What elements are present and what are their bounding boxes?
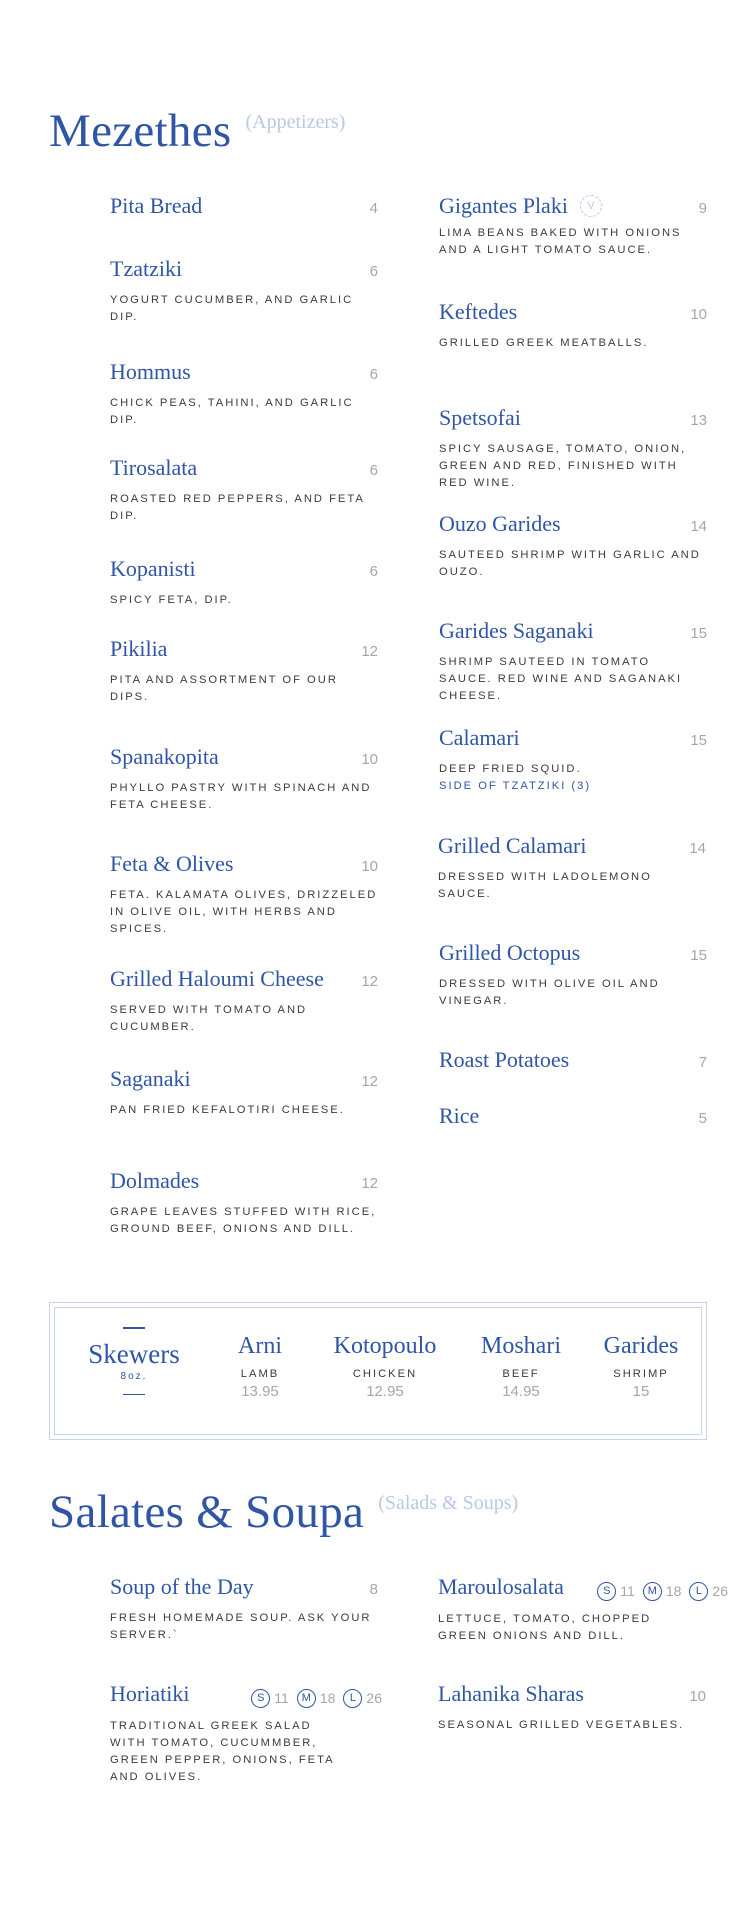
- item-price: 4: [369, 200, 378, 217]
- item-description: GRILLED GREEK MEATBALLS.: [439, 337, 649, 349]
- item-price: 12: [361, 1175, 378, 1192]
- section-subtitle: (Salads & Soups): [378, 1492, 519, 1514]
- menu-item-horiatiki: [110, 1681, 382, 1786]
- item-name: Tirosalata: [110, 455, 198, 480]
- skewers-size: 8oz.: [120, 1370, 148, 1382]
- size-large: [343, 1689, 382, 1708]
- vegetarian-icon: V: [580, 195, 602, 217]
- menu-item-pikilia: [110, 636, 378, 706]
- item-description: YOGURT CUCUMBER, AND GARLIC DIP.: [110, 294, 354, 323]
- item-price: 14: [689, 840, 706, 857]
- divider: [123, 1394, 145, 1396]
- item-price: 5: [698, 1110, 707, 1127]
- item-description: SHRIMP SAUTEED IN TOMATO SAUCE. RED WINE AND SAGANAKI CHEESE.: [439, 656, 683, 702]
- item-description: DRESSED WITH LADOLEMONO SAUCE.: [438, 871, 652, 900]
- size-small-icon: S: [251, 1689, 270, 1708]
- skewer-protein: LAMB: [240, 1368, 280, 1380]
- item-name: Pita Bread: [110, 193, 203, 218]
- menu-item-lahanika-sharas: [438, 1681, 706, 1734]
- item-name: Grilled Calamari: [438, 833, 587, 858]
- item-price: 6: [369, 563, 378, 580]
- skewer-arni: [195, 1333, 325, 1400]
- item-price: 15: [690, 625, 707, 642]
- menu-item-spetsofai: [439, 405, 707, 492]
- skewer-price: 15: [632, 1383, 650, 1400]
- menu-item-grilled-haloumi: [110, 966, 378, 1036]
- appetizers-heading: [49, 104, 345, 158]
- item-price: 12: [361, 643, 378, 660]
- skewers-title: Skewers: [88, 1338, 180, 1369]
- skewer-price: 13.95: [241, 1383, 279, 1400]
- skewer-name: Moshari: [481, 1333, 561, 1359]
- size-price: 11: [274, 1690, 289, 1706]
- item-name: Spanakopita: [110, 744, 219, 769]
- item-description: LETTUCE, TOMATO, CHOPPED GREEN ONIONS AND DILL.: [438, 1612, 652, 1642]
- menu-item-tzatziki: [110, 256, 378, 326]
- size-small: [597, 1582, 635, 1601]
- item-side-option: SIDE OF TZATZIKI (3): [439, 780, 592, 792]
- menu-item-tirosalata: [110, 455, 378, 525]
- item-price: 9: [698, 200, 707, 217]
- item-name: Grilled Octopus: [439, 940, 581, 965]
- skewer-name: Kotopoulo: [333, 1333, 437, 1359]
- item-price: 6: [369, 462, 378, 479]
- item-price: 6: [369, 366, 378, 383]
- size-medium-icon: M: [297, 1689, 316, 1708]
- item-description: SEASONAL GRILLED VEGETABLES.: [438, 1719, 685, 1731]
- item-description: PHYLLO PASTRY WITH SPINACH AND FETA CHEESE.: [110, 782, 372, 811]
- size-small-icon: S: [597, 1582, 616, 1601]
- item-name: Pikilia: [110, 636, 168, 661]
- menu-item-keftedes: [439, 299, 707, 352]
- size-medium: [643, 1582, 682, 1601]
- item-name: Feta & Olives: [110, 851, 234, 876]
- menu-item-garides-saganaki: [439, 618, 707, 705]
- size-large-icon: L: [689, 1582, 708, 1601]
- menu-item-pita-bread: [110, 193, 378, 219]
- section-title: Mezethes: [49, 105, 232, 157]
- item-price: 10: [361, 858, 378, 875]
- item-name: Dolmades: [110, 1168, 200, 1193]
- divider: [123, 1327, 145, 1329]
- skewer-name: Arni: [238, 1333, 282, 1359]
- item-description: SAUTEED SHRIMP WITH GARLIC AND OUZO.: [439, 549, 701, 578]
- skewer-protein: CHICKEN: [352, 1368, 418, 1380]
- item-description: TRADITIONAL GREEK SALAD WITH TOMATO, CUCUMMBER, GREEN PEPPER, ONIONS, FETA AND OLIVES.: [110, 1719, 334, 1783]
- skewer-protein: BEEF: [502, 1368, 540, 1380]
- menu-item-saganaki: [110, 1066, 378, 1119]
- menu-item-dolmades: [110, 1168, 378, 1238]
- item-description: CHICK PEAS, TAHINI, AND GARLIC DIP.: [110, 397, 354, 426]
- menu-item-feta-olives: [110, 851, 378, 938]
- item-name: Calamari: [439, 725, 520, 750]
- item-price: 15: [690, 947, 707, 964]
- item-description: SPICY SAUSAGE, TOMATO, ONION, GREEN AND RED, FINISHED WITH RED WINE.: [439, 443, 687, 489]
- size-medium: [297, 1689, 336, 1708]
- item-description: PITA AND ASSORTMENT OF OUR DIPS.: [110, 674, 338, 703]
- item-price: 12: [361, 1073, 378, 1090]
- item-description: DRESSED WITH OLIVE OIL AND VINEGAR.: [439, 978, 660, 1007]
- item-price: 14: [690, 518, 707, 535]
- skewer-price: 14.95: [502, 1383, 540, 1400]
- menu-item-maroulosalata: [438, 1574, 728, 1645]
- item-price: 10: [690, 306, 707, 323]
- menu-item-roast-potatoes: [439, 1047, 707, 1073]
- size-price: 18: [319, 1690, 336, 1706]
- skewers-panel: [49, 1302, 707, 1440]
- item-description: FRESH HOMEMADE SOUP. ASK YOUR SERVER.`: [110, 1612, 372, 1641]
- item-description: SPICY FETA, DIP.: [110, 594, 233, 606]
- item-description: GRAPE LEAVES STUFFED WITH RICE, GROUND BEEF, ONIONS AND DILL.: [110, 1206, 377, 1235]
- skewer-moshari: [456, 1333, 586, 1400]
- item-name: Horiatiki: [110, 1681, 190, 1706]
- skewer-price: 12.95: [366, 1383, 404, 1400]
- item-description: PAN FRIED KEFALOTIRI CHEESE.: [110, 1104, 345, 1116]
- skewer-protein: SHRIMP: [613, 1368, 669, 1380]
- item-price: 10: [689, 1688, 706, 1705]
- menu-item-gigantes-plaki: [439, 193, 707, 259]
- item-price: 15: [690, 732, 707, 749]
- size-large: [689, 1582, 728, 1601]
- salads-heading: [49, 1485, 518, 1539]
- size-price-options: [251, 1689, 382, 1708]
- size-price-options: [597, 1582, 728, 1601]
- size-large-icon: L: [343, 1689, 362, 1708]
- item-description: FETA. KALAMATA OLIVES, DRIZZELED IN OLIVE OIL, WITH HERBS AND SPICES.: [110, 889, 378, 935]
- item-name: Tzatziki: [110, 256, 183, 281]
- skewer-garides: [576, 1333, 706, 1400]
- item-description: ROASTED RED PEPPERS, AND FETA DIP.: [110, 493, 365, 522]
- menu-item-ouzo-garides: [439, 511, 707, 581]
- menu-item-rice: [439, 1103, 707, 1129]
- size-price: 26: [712, 1583, 728, 1599]
- item-name: Spetsofai: [439, 405, 521, 430]
- item-price: 13: [690, 412, 707, 429]
- menu-item-kopanisti: [110, 556, 378, 609]
- item-name: Gigantes Plaki V: [439, 193, 602, 219]
- item-price: 8: [369, 1581, 378, 1598]
- item-description: LIMA BEANS BAKED WITH ONIONS AND A LIGHT TOMATO SAUCE.: [439, 227, 682, 256]
- item-name: Hommus: [110, 359, 191, 384]
- item-price: 10: [361, 751, 378, 768]
- menu-item-grilled-calamari: [438, 833, 706, 903]
- item-name: Saganaki: [110, 1066, 191, 1091]
- menu-item-hommus: [110, 359, 378, 429]
- menu-item-calamari: [439, 725, 707, 795]
- size-small: [251, 1689, 289, 1708]
- skewer-name: Garides: [603, 1333, 679, 1359]
- item-name: Keftedes: [439, 299, 518, 324]
- item-name: Lahanika Sharas: [438, 1681, 584, 1706]
- skewers-title-block: [84, 1327, 184, 1395]
- item-name: Rice: [439, 1103, 480, 1128]
- item-name: Ouzo Garides: [439, 511, 561, 536]
- item-name: Kopanisti: [110, 556, 196, 581]
- item-description: DEEP FRIED SQUID.: [439, 763, 582, 775]
- skewer-kotopoulo: [320, 1333, 450, 1400]
- item-name: Garides Saganaki: [439, 618, 594, 643]
- item-price: 12: [361, 973, 378, 990]
- size-medium-icon: M: [643, 1582, 662, 1601]
- item-name: Grilled Haloumi Cheese: [110, 966, 324, 991]
- size-price: 11: [620, 1583, 635, 1599]
- item-price: 6: [369, 263, 378, 280]
- item-name: Soup of the Day: [110, 1574, 254, 1599]
- item-price: 7: [698, 1054, 707, 1071]
- size-price: 26: [366, 1690, 382, 1706]
- menu-item-spanakopita: [110, 744, 378, 814]
- item-description: SERVED WITH TOMATO AND CUCUMBER.: [110, 1004, 308, 1033]
- section-subtitle: (Appetizers): [245, 111, 346, 133]
- menu-item-grilled-octopus: [439, 940, 707, 1010]
- menu-item-soup-of-the-day: [110, 1574, 378, 1644]
- section-title: Salates & Soupa: [49, 1486, 365, 1538]
- size-price: 18: [665, 1583, 682, 1599]
- item-name: Maroulosalata: [438, 1574, 564, 1599]
- item-name: Roast Potatoes: [439, 1047, 570, 1072]
